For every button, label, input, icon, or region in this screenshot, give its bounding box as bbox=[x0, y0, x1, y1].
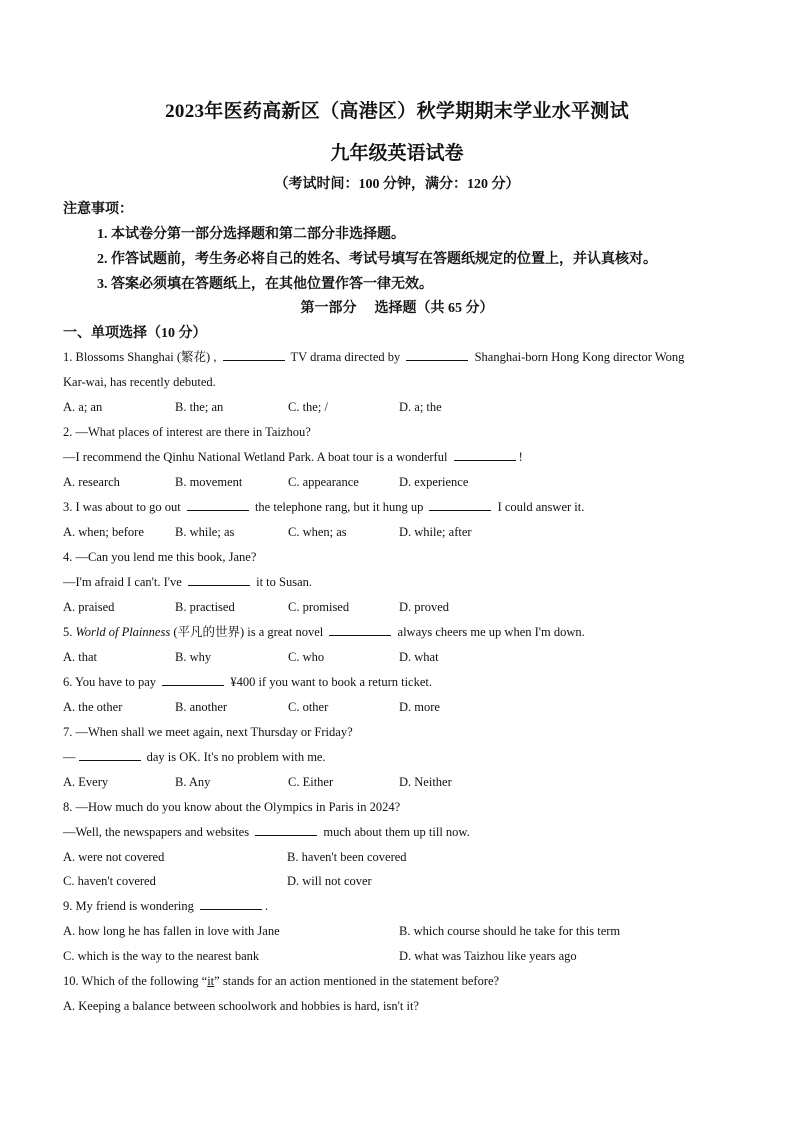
question-8: 8. —How much do you know about the Olympics in Paris in 2024? bbox=[63, 800, 401, 814]
option-a: A. Every bbox=[63, 775, 109, 789]
question-text: —I recommend the Qinhu National Wetland Park. A boat tour is a wonderful bbox=[63, 450, 451, 464]
question-text: it to Susan. bbox=[252, 575, 313, 589]
question-text: 3. I was about to go out bbox=[63, 500, 184, 514]
book-title: World of Plainness bbox=[75, 625, 171, 639]
question-text: —Well, the newspapers and websites bbox=[63, 825, 253, 839]
notice-heading: 注意事项： bbox=[63, 202, 133, 217]
answer-blank bbox=[188, 574, 250, 586]
option-d: D. while; after bbox=[399, 525, 472, 539]
option-d: D. experience bbox=[399, 475, 469, 489]
question-1 bbox=[63, 349, 684, 365]
option-a: A. were not covered bbox=[63, 850, 165, 864]
question-number: 5. bbox=[63, 625, 76, 639]
answer-blank bbox=[454, 449, 516, 461]
option-a: A. when; before bbox=[63, 525, 144, 539]
question-7: 7. —When shall we meet again, next Thursday or Friday? bbox=[63, 725, 353, 739]
option-c: C. haven't covered bbox=[63, 874, 156, 888]
question-text: (平凡的世界) is a great novel bbox=[170, 625, 327, 639]
section-heading: 一、单项选择（10 分） bbox=[63, 326, 207, 341]
option-a: A. that bbox=[63, 650, 98, 664]
option-c: C. appearance bbox=[288, 475, 359, 489]
notice-item: 3. 答案必须填在答题纸上，在其他位置作答一律无效。 bbox=[97, 277, 433, 292]
question-text: TV drama directed by bbox=[287, 350, 404, 364]
option-b: B. the; an bbox=[175, 400, 224, 414]
option-d: D. a; the bbox=[399, 400, 442, 414]
part-one-heading bbox=[0, 297, 794, 317]
option-c: C. when; as bbox=[288, 525, 347, 539]
answer-blank bbox=[200, 898, 262, 910]
notice-item: 2. 作答试题前，考生务必将自己的姓名、考试号填写在答题纸规定的位置上，并认真核对。 bbox=[97, 252, 657, 267]
question-text: 10. Which of the following “ bbox=[63, 974, 208, 988]
option-c: C. Either bbox=[288, 775, 334, 789]
question-4: 4. —Can you lend me this book, Jane? bbox=[63, 550, 257, 564]
answer-blank bbox=[406, 349, 468, 361]
option-b: B. while; as bbox=[175, 525, 235, 539]
option-a: A. praised bbox=[63, 600, 115, 614]
question-7-reply bbox=[63, 749, 326, 765]
option-b: B. haven't been covered bbox=[287, 850, 407, 864]
question-9 bbox=[63, 898, 268, 914]
question-3 bbox=[63, 499, 584, 515]
option-a: A. a; an bbox=[63, 400, 103, 414]
question-text: ¥400 if you want to book a return ticket. bbox=[227, 675, 433, 689]
answer-blank bbox=[429, 499, 491, 511]
answer-blank bbox=[223, 349, 285, 361]
option-d: D. what was Taizhou like years ago bbox=[399, 949, 577, 963]
part-title: 选择题（共 65 分） bbox=[374, 301, 494, 316]
question-4-reply bbox=[63, 574, 312, 590]
option-b: B. movement bbox=[175, 475, 243, 489]
option-b: B. Any bbox=[175, 775, 211, 789]
question-1-cont: Kar-wai, has recently debuted. bbox=[63, 375, 216, 389]
question-text: ! bbox=[518, 450, 523, 464]
question-2: 2. —What places of interest are there in Taizhou? bbox=[63, 425, 311, 439]
option-d: D. will not cover bbox=[287, 874, 372, 888]
question-10 bbox=[63, 973, 499, 989]
question-text: I could answer it. bbox=[494, 500, 585, 514]
question-6 bbox=[63, 674, 432, 690]
question-text: the telephone rang, but it hung up bbox=[251, 500, 427, 514]
option-c: C. promised bbox=[288, 600, 350, 614]
notice-item: 1. 本试卷分第一部分选择题和第二部分非选择题。 bbox=[97, 227, 405, 242]
option-a: A. research bbox=[63, 475, 120, 489]
option-b: B. another bbox=[175, 700, 228, 714]
option-b: B. which course should he take for this term bbox=[399, 924, 621, 938]
question-text: — bbox=[63, 750, 76, 764]
option-d: D. what bbox=[399, 650, 439, 664]
question-2-reply bbox=[63, 449, 523, 465]
question-text: Shanghai-born Hong Kong director Wong bbox=[471, 350, 685, 364]
question-text: . bbox=[265, 899, 269, 913]
option-d: D. proved bbox=[399, 600, 449, 614]
question-text: day is OK. It's no problem with me. bbox=[143, 750, 326, 764]
option-b: B. practised bbox=[175, 600, 235, 614]
question-text: always cheers me up when I'm down. bbox=[394, 625, 585, 639]
answer-blank bbox=[187, 499, 249, 511]
underlined-word: it bbox=[207, 974, 215, 988]
option-d: D. more bbox=[399, 700, 440, 714]
answer-blank bbox=[162, 674, 224, 686]
question-text: 9. My friend is wondering bbox=[63, 899, 198, 913]
question-text: 1. Blossoms Shanghai (繁花) , bbox=[63, 350, 220, 364]
question-5 bbox=[63, 624, 585, 640]
answer-blank bbox=[329, 624, 391, 636]
option-a: A. how long he has fallen in love with Jane bbox=[63, 924, 280, 938]
option-a: A. Keeping a balance between schoolwork and hobbies is hard, isn't it? bbox=[63, 999, 419, 1013]
option-c: C. who bbox=[288, 650, 325, 664]
question-text: ” stands for an action mentioned in the statement before? bbox=[214, 974, 500, 988]
option-a: A. the other bbox=[63, 700, 123, 714]
exam-info: （考试时间：100 分钟，满分：120 分） bbox=[274, 177, 520, 192]
question-text: 6. You have to pay bbox=[63, 675, 160, 689]
exam-title: 2023年医药高新区（高港区）秋学期期末学业水平测试 bbox=[165, 101, 629, 122]
answer-blank bbox=[255, 824, 317, 836]
option-b: B. why bbox=[175, 650, 212, 664]
part-label: 第一部分 bbox=[300, 301, 357, 316]
option-d: D. Neither bbox=[399, 775, 452, 789]
option-c: C. other bbox=[288, 700, 329, 714]
question-8-reply bbox=[63, 824, 470, 840]
question-text: much about them up till now. bbox=[320, 825, 470, 839]
option-c: C. which is the way to the nearest bank bbox=[63, 949, 260, 963]
question-text: —I'm afraid I can't. I've bbox=[63, 575, 185, 589]
answer-blank bbox=[79, 749, 141, 761]
option-c: C. the; / bbox=[288, 400, 328, 414]
exam-subtitle: 九年级英语试卷 bbox=[330, 143, 464, 164]
